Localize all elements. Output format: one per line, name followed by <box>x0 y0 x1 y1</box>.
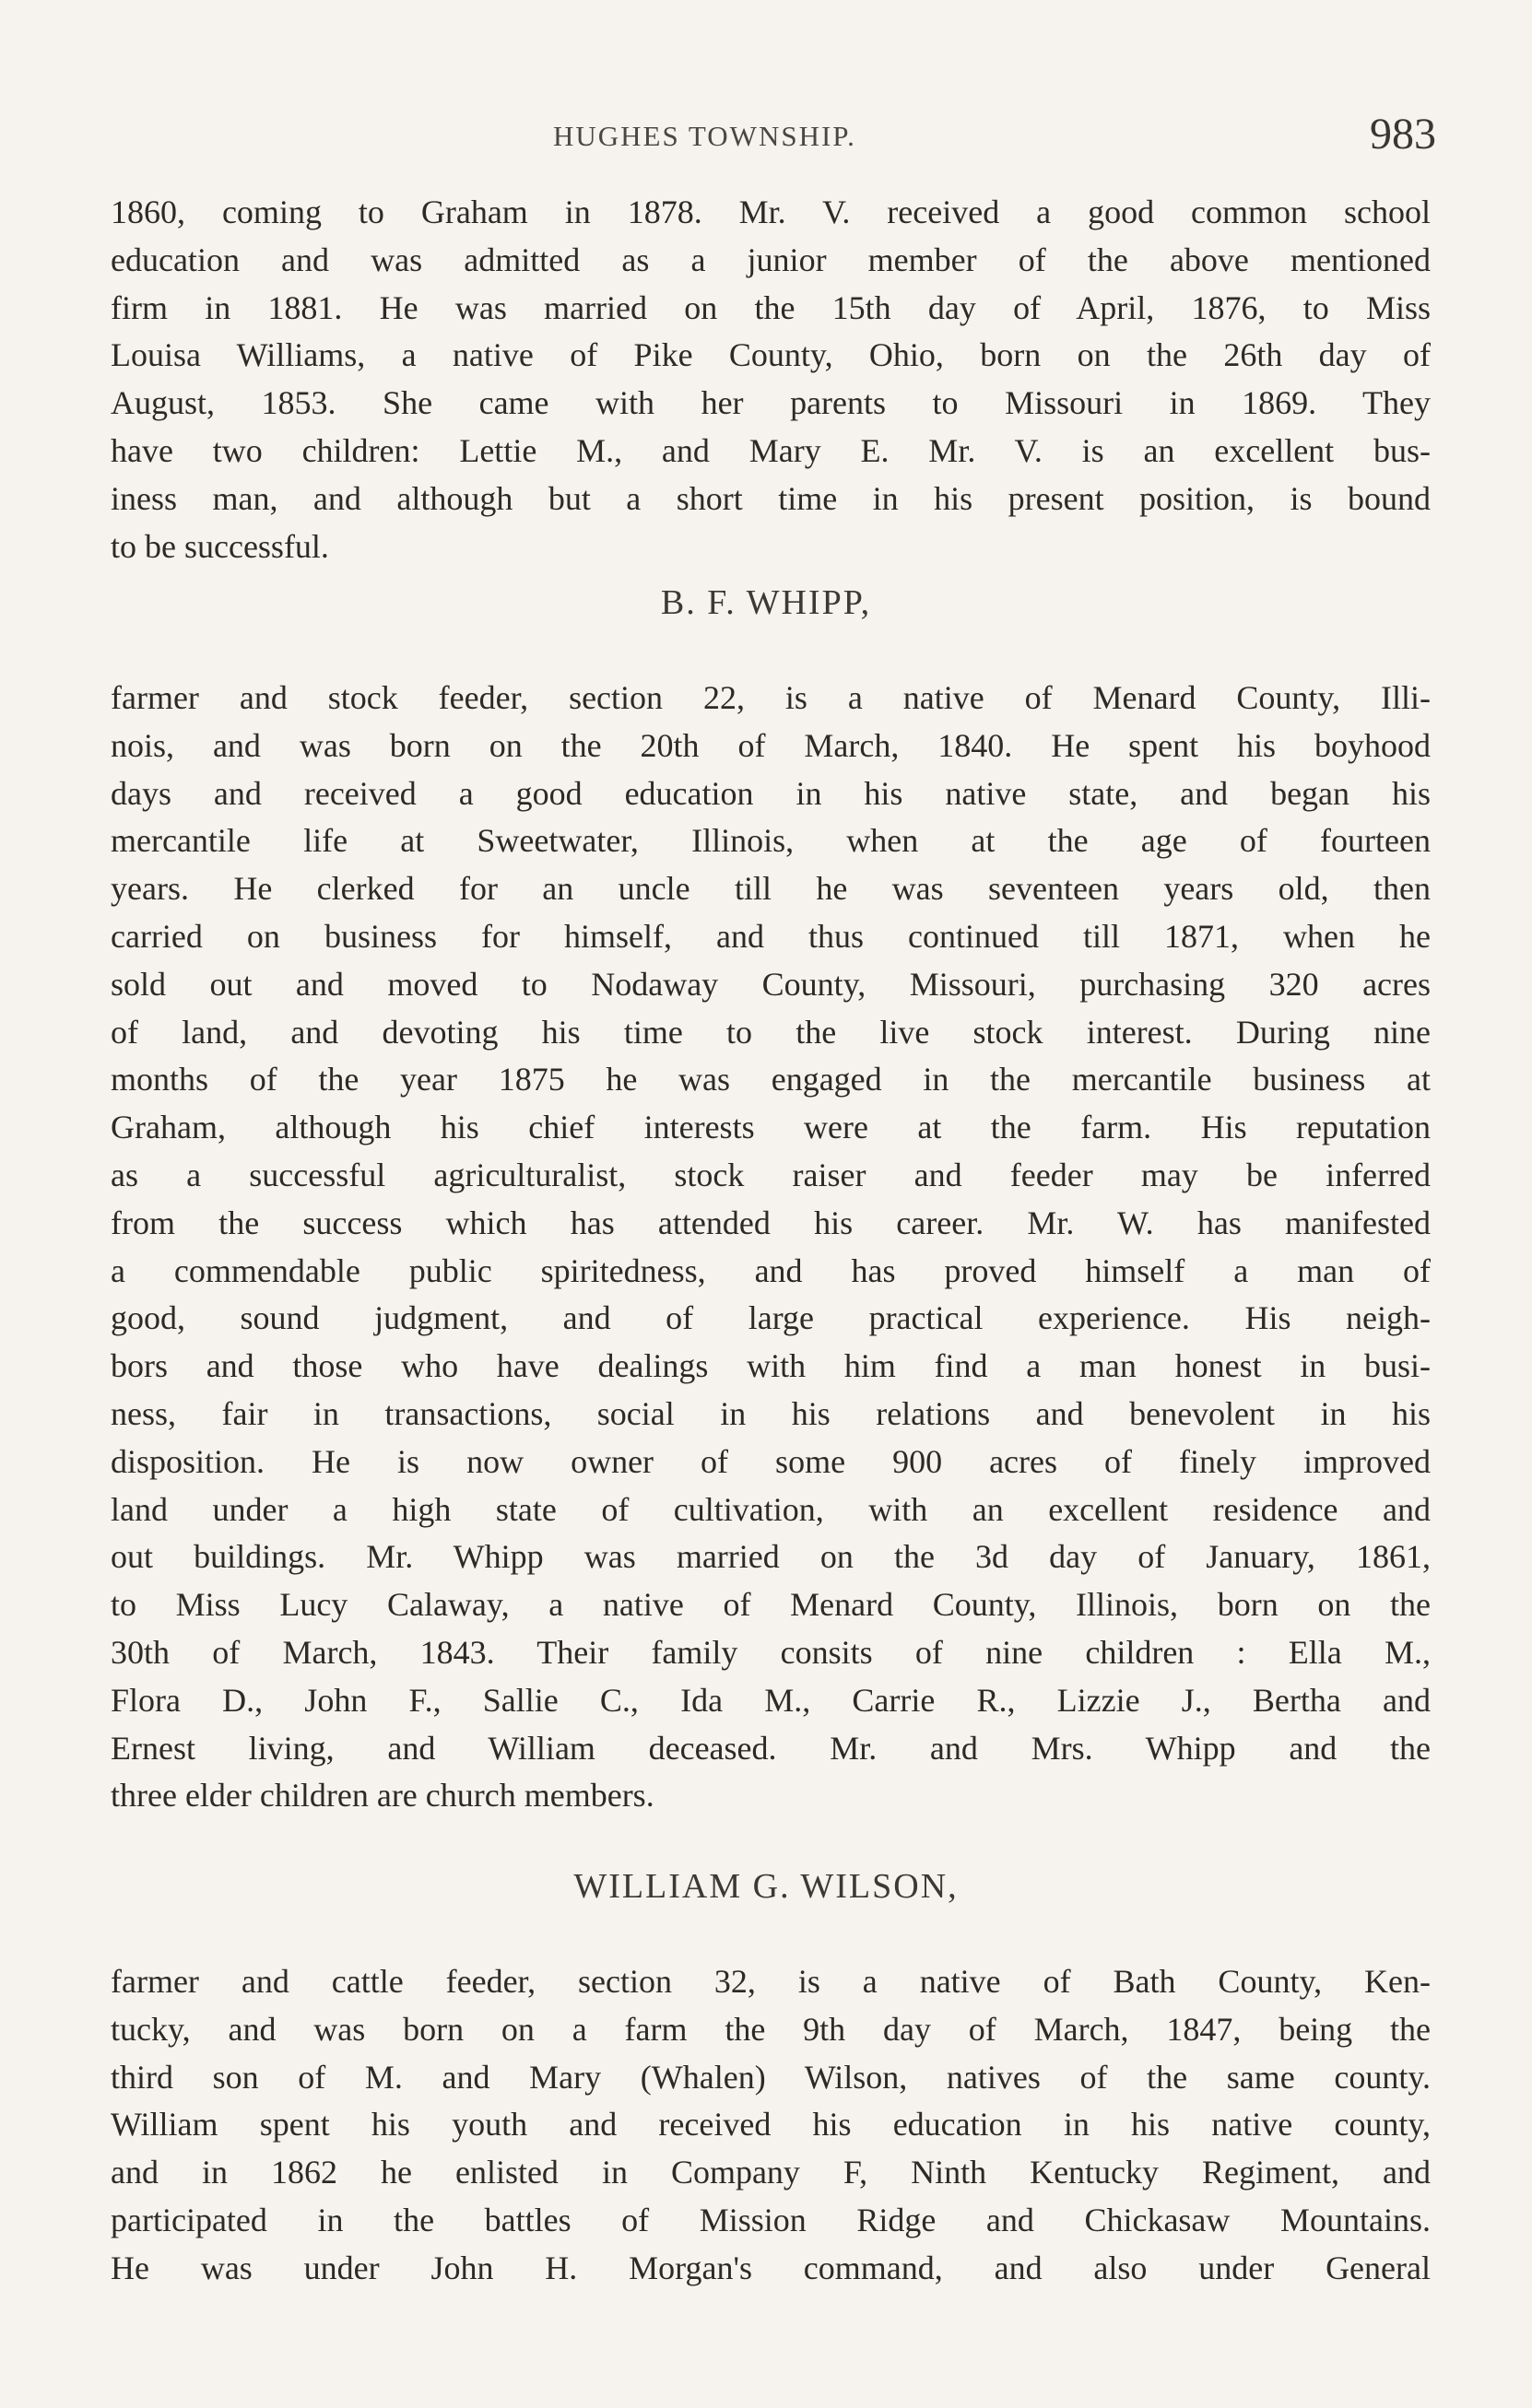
text-line: third son of M. and Mary (Whalen) Wilson, natives of the same county. <box>111 2058 1431 2096</box>
text-line: three elder children are church members. <box>111 1777 654 1815</box>
text-line: a commendable public spiritedness, and has proved himself a man of <box>111 1251 1431 1289</box>
heading-wilson: WILLIAM G. WILSON, <box>573 1867 959 1906</box>
text-line: carried on business for himself, and thus continued till 1871, when he <box>111 917 1431 955</box>
text-line: of land, and devoting his time to the live stock interest. During nine <box>111 1013 1431 1051</box>
text-line: Louisa Williams, a native of Pike County, Ohio, born on the 26th day of <box>111 336 1431 374</box>
text-line: He was under John H. Morgan's command, and also under General <box>111 2249 1431 2286</box>
running-head <box>0 109 1532 164</box>
text-line: iness man, and although but a short time in his present position, is bound <box>111 479 1431 517</box>
text-line: to be successful. <box>111 527 329 565</box>
text-line: nois, and was born on the 20th of March, 1840. He spent his boyhood <box>111 726 1431 764</box>
text-line: Flora D., John F., Sallie C., Ida M., Carrie R., Lizzie J., Bertha and <box>111 1681 1431 1719</box>
running-title: HUGHES TOWNSHIP. <box>553 120 856 152</box>
text-line: months of the year 1875 he was engaged in the mercantile business at <box>111 1061 1431 1098</box>
paragraph-wilson <box>111 1958 1431 2293</box>
text-line: and in 1862 he enlisted in Company F, Ninth Kentucky Regiment, and <box>111 2154 1431 2191</box>
heading-whipp: B. F. WHIPP, <box>660 583 872 622</box>
text-line: good, sound judgment, and of large practical experience. His neigh- <box>111 1299 1431 1337</box>
text-line: land under a high state of cultivation, with an excellent residence and <box>111 1490 1431 1528</box>
text-line: Ernest living, and William deceased. Mr. and Mrs. Whipp and the <box>111 1729 1431 1767</box>
text-line: education and was admitted as a junior member of the above mentioned <box>111 241 1431 278</box>
text-line: mercantile life at Sweetwater, Illinois, when at the age of fourteen <box>111 822 1431 860</box>
text-line: from the success which has attended his career. Mr. W. has manifested <box>111 1204 1431 1241</box>
text-line: William spent his youth and received his education in his native county, <box>111 2106 1431 2144</box>
text-line: Graham, although his chief interests were at the farm. His reputation <box>111 1109 1431 1146</box>
text-line: August, 1853. She came with her parents to Missouri in 1869. They <box>111 384 1431 422</box>
text-line: farmer and stock feeder, section 22, is a native of Menard County, Illi- <box>111 679 1431 716</box>
text-line: ness, fair in transactions, social in his relations and benevolent in his <box>111 1394 1431 1432</box>
text-line: disposition. He is now owner of some 900 acres of finely improved <box>111 1442 1431 1480</box>
text-line: have two children: Lettie M., and Mary E. Mr. V. is an excellent bus- <box>111 431 1431 469</box>
text-line: as a successful agriculturalist, stock raiser and feeder may be inferred <box>111 1156 1431 1193</box>
text-line: bors and those who have dealings with him find a man honest in busi- <box>111 1347 1431 1385</box>
page-number: 983 <box>1370 110 1436 159</box>
text-line: sold out and moved to Nodaway County, Missouri, purchasing 320 acres <box>111 965 1431 1003</box>
text-line: participated in the battles of Mission Ridge and Chickasaw Mountains. <box>111 2201 1431 2238</box>
text-line: out buildings. Mr. Whipp was married on the 3d day of January, 1861, <box>111 1538 1431 1576</box>
text-line: tucky, and was born on a farm the 9th day of March, 1847, being the <box>111 2010 1431 2048</box>
text-line: years. He clerked for an uncle till he was seventeen years old, then <box>111 870 1431 908</box>
text-line: to Miss Lucy Calaway, a native of Menard County, Illinois, born on the <box>111 1586 1431 1624</box>
text-line: days and received a good education in his native state, and began his <box>111 774 1431 812</box>
paragraph-vaughn-continued <box>111 189 1431 570</box>
text-line: 30th of March, 1843. Their family consits of nine children : Ella M., <box>111 1633 1431 1671</box>
text-line: 1860, coming to Graham in 1878. Mr. V. received a good common school <box>111 194 1431 230</box>
text-line: farmer and cattle feeder, section 32, is a native of Bath County, Ken- <box>111 1963 1431 2000</box>
paragraph-whipp <box>111 675 1431 1820</box>
text-line: firm in 1881. He was married on the 15th day of April, 1876, to Miss <box>111 288 1431 326</box>
